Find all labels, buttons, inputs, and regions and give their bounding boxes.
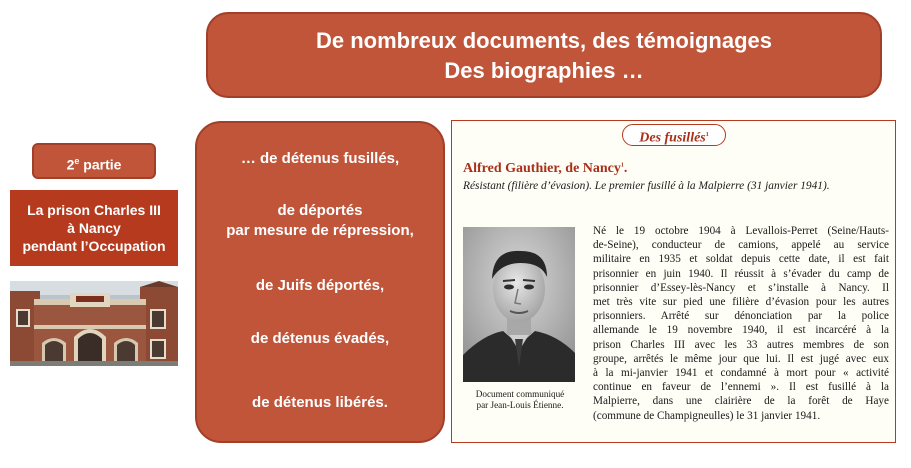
banner-line-1: De nombreux documents, des témoignages (316, 28, 772, 53)
portrait-image (463, 227, 575, 382)
category-evades (197, 329, 443, 349)
banner-line-2: Des biographies … (444, 58, 644, 83)
biography-line: groupe, arrêtés le même jour que lui. Il est jugé avec eux (593, 352, 889, 365)
biography-line: militaire en 1935 et soldat depuis cette date, il est fait (593, 253, 889, 266)
category-liberes-line-1: de détenus libérés. (252, 394, 388, 411)
biography-line: allemande le 19 novembre 1940, il est incarcéré à la (593, 324, 889, 337)
person-name: Alfred Gauthier, de Nancy$^1$. (463, 161, 628, 176)
portrait-photo (463, 227, 575, 382)
part-badge (32, 143, 156, 179)
category-juifs-line-1: de Juifs déportés, (255, 277, 385, 294)
document-title-note: 1 (705, 132, 709, 138)
prison-title-box (10, 190, 178, 266)
category-deportes-line-2: par mesure de répression, (226, 222, 414, 239)
biography-line: à la mi-janvier 1941 et condamné à mort pour « activité (593, 367, 889, 380)
prison-title-line-1: La prison Charles III (27, 202, 161, 218)
document-excerpt (451, 120, 896, 443)
category-deportes-line-1: de déportés (277, 202, 363, 219)
category-fusilles (197, 149, 443, 169)
portrait-caption-line-2: par Jean-Louis Étienne. (476, 400, 564, 410)
prison-title-line-2: à Nancy (67, 220, 121, 236)
category-evades-line-1: de détenus évadés, (250, 330, 390, 347)
document-title-text: Des fusillés (639, 130, 706, 146)
part-word: partie (83, 156, 122, 173)
biography-line: prisonniers. Arrêté sur dénonciation par la police (593, 310, 889, 323)
part-number-suffix: e (74, 156, 80, 166)
biography-line: prisonnier en juin 1940. Il réussit à s’évader du camp de (593, 267, 889, 280)
prison-building-image (10, 281, 178, 366)
category-fusilles-line-1: … de détenus fusillés, (240, 150, 400, 167)
biography-line: Né le 19 octobre 1904 à Levallois-Perret (Seine/Hauts- (593, 225, 889, 237)
portrait-caption-line-1: Document communiqué (475, 389, 565, 399)
prison-title-line-3: pendant l’Occupation (22, 238, 166, 254)
prison-photo (10, 281, 178, 366)
biography-text (593, 224, 889, 423)
biography-line: de-Seine), conducteur de camions, appelé au service (593, 239, 889, 252)
biography-line: prisonnier d’Essey-lès-Nancy et s’installe à Nancy. Il (593, 281, 889, 294)
categories-panel (195, 121, 445, 443)
person-name-text: Alfred Gauthier, de Nancy (463, 161, 621, 176)
category-juifs-deportes (197, 276, 443, 296)
header-banner (206, 12, 882, 98)
portrait-caption (456, 389, 584, 411)
person-subtitle: Résistant (filière d’évasion). Le premier fusillé à la Malpierre (31 janvier 1941). (463, 180, 830, 192)
biography-line: Malpierre, dans une clairière de la forêt de Haye (593, 395, 889, 408)
biography-line: (commune de Champigneulles) le 31 janvier 1941. (593, 409, 821, 422)
category-deportes-repression (197, 201, 443, 241)
category-liberes (197, 393, 443, 413)
person-name-note: 1 (620, 162, 624, 169)
biography-line: continue en faveur de l’ennemi ». Il est fusillé à la (593, 381, 889, 394)
biography-line: met très vite sur pied une filière d’évasion pour les autres (593, 296, 889, 309)
document-title (622, 124, 726, 146)
part-number: 2 (66, 156, 75, 173)
biography-line: prison Charles III avec les 33 autres membres de son (593, 338, 889, 351)
